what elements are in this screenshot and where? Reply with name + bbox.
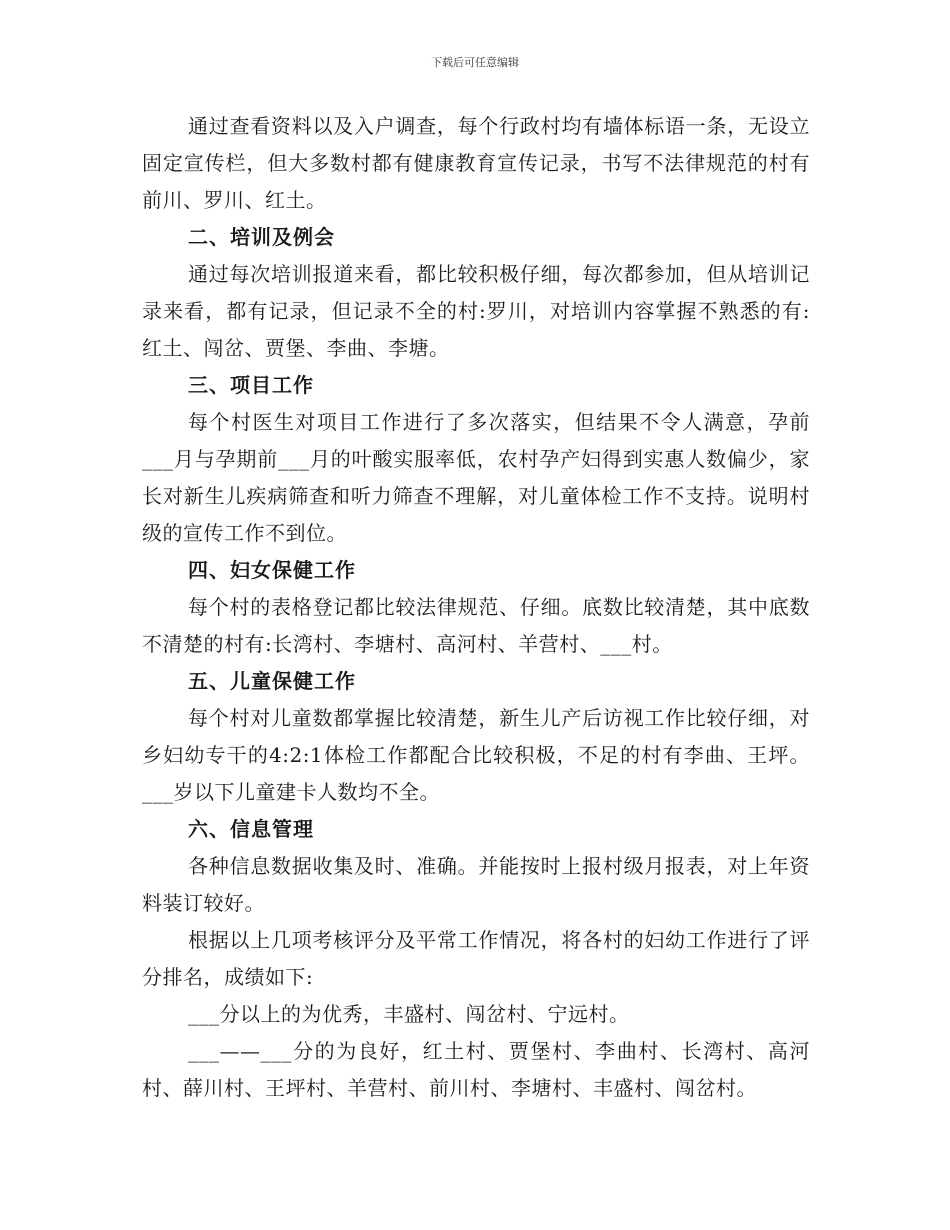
document-body — [142, 108, 810, 1107]
paragraph-women-health: 每个村的表格登记都比较法律规范、仔细。底数比较清楚，其中底数不清楚的村有:长湾村、李塘村、高河村、羊营村、___村。 — [142, 595, 810, 656]
paragraph-good: ___——___分的为良好，红土村、贾堡村、李曲村、长湾村、高河村、薛川村、王坪村、羊营村、前川村、李塘村、丰盛村、闯岔村。 — [142, 1039, 810, 1100]
paragraph-publicity: 通过查看资料以及入户调查，每个行政村均有墙体标语一条，无设立固定宣传栏，但大多数村都有健康教育宣传记录，书写不法律规范的村有前川、罗川、红土。 — [142, 114, 810, 212]
section-heading-child-health: 五、儿童保健工作 — [188, 669, 356, 693]
section-heading-women-health: 四、妇女保健工作 — [188, 558, 356, 582]
paragraph-ranking-intro: 根据以上几项考核评分及平常工作情况，将各村的妇幼工作进行了评分排名，成绩如下: — [142, 928, 810, 989]
paragraph-child-health: 每个村对儿童数都掌握比较清楚，新生儿产后访视工作比较仔细，对乡妇幼专干的4:2:1体检工作都配合比较积极，不足的村有李曲、王坪。___岁以下儿童建卡人数均不全。 — [142, 706, 810, 804]
section-heading-training: 二、培训及例会 — [188, 225, 335, 249]
paragraph-projects: 每个村医生对项目工作进行了多次落实，但结果不令人满意，孕前___月与孕期前___月的叶酸实服率低，农村孕产妇得到实惠人数偏少，家长对新生儿疾病筛查和听力筛查不理解，对儿童体检工作不支持。说明村级的宣传工作不到位。 — [142, 410, 810, 545]
paragraph-training: 通过每次培训报道来看，都比较积极仔细，每次都参加，但从培训记录来看，都有记录，但记录不全的村:罗川，对培训内容掌握不熟悉的有:红土、闯岔、贾堡、李曲、李塘。 — [142, 262, 810, 360]
section-heading-projects: 三、项目工作 — [188, 373, 314, 397]
paragraph-info-management: 各种信息数据收集及时、准确。并能按时上报村级月报表，对上年资料装订较好。 — [142, 854, 810, 915]
paragraph-excellent: ___分以上的为优秀，丰盛村、闯岔村、宁远村。 — [188, 1002, 630, 1026]
section-heading-info-management: 六、信息管理 — [188, 817, 314, 841]
page-header: 下载后可任意编辑 — [431, 56, 519, 69]
